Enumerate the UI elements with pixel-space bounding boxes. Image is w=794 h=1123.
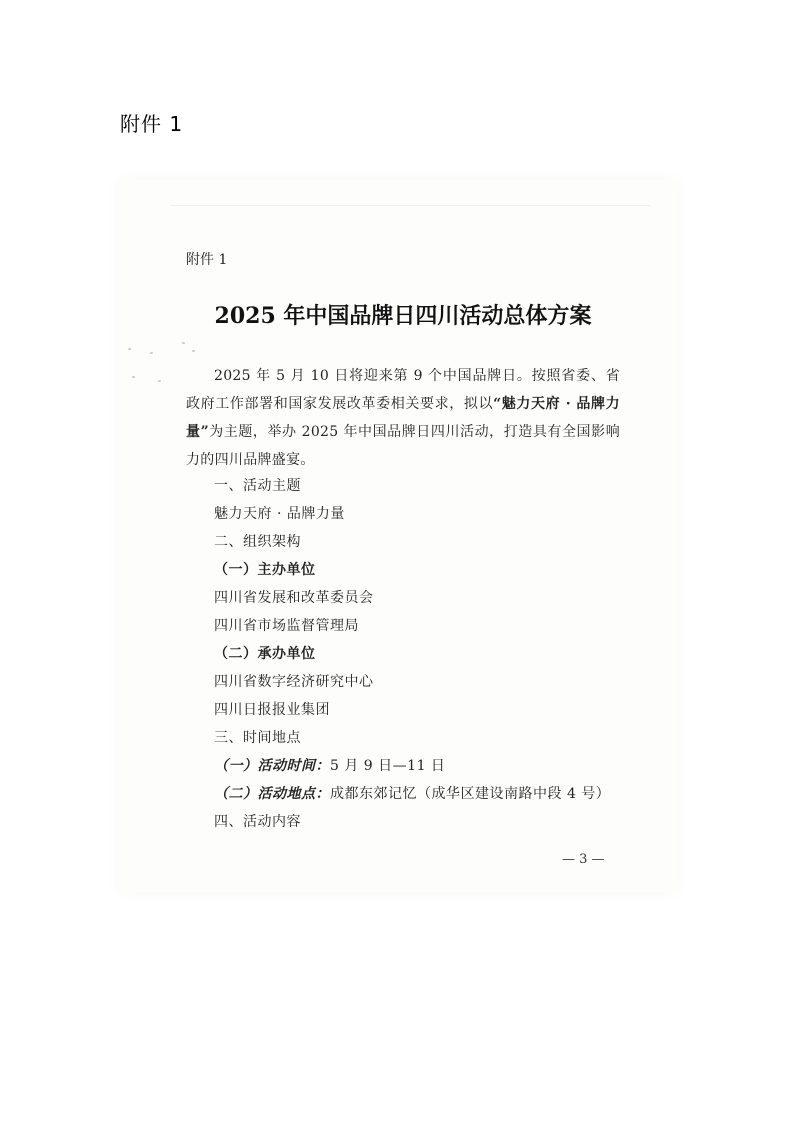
event-place-value: 成都东郊记忆（成华区建设南路中段 4 号） xyxy=(330,786,611,802)
scan-edge-line xyxy=(170,205,650,206)
inner-attachment-label: 附件 1 xyxy=(186,252,228,268)
section-heading-content: 四、活动内容 xyxy=(214,814,301,830)
theme-text: 魅力天府 · 品牌力量 xyxy=(214,506,345,522)
intro-text-2: 为主题，举办 2025 年中国品牌日四川活动，打造具有全国影响力的四川品牌盛宴。 xyxy=(186,424,620,468)
scan-noise xyxy=(150,352,153,354)
subheading-organizer: （二）承办单位 xyxy=(214,646,316,662)
scan-noise xyxy=(192,350,195,352)
event-time-row xyxy=(214,755,445,775)
section-heading-theme: 一、活动主题 xyxy=(214,478,301,494)
event-place-row xyxy=(214,783,610,803)
scan-noise xyxy=(128,348,131,350)
document-title: 2025 年中国品牌日四川活动总体方案 xyxy=(214,303,592,329)
organizer-unit-1: 四川省数字经济研究中心 xyxy=(214,674,374,690)
attachment-label: 附件 1 xyxy=(120,112,184,136)
organizer-unit-2: 四川日报报业集团 xyxy=(214,702,330,718)
event-time-value: 5 月 9 日—11 日 xyxy=(330,758,446,774)
page-number: — 3 — xyxy=(562,852,605,867)
intro-paragraph xyxy=(186,362,620,474)
section-heading-time-place: 三、时间地点 xyxy=(214,730,301,746)
scan-noise xyxy=(182,342,185,344)
event-time-label: （一）活动时间： xyxy=(214,758,330,774)
scan-noise xyxy=(158,380,161,382)
intro-text-1: 2025 年 5 月 10 日将迎来第 9 个中国品牌日。按照省委、省政府工作部署和国家发展改革委相关要求，拟以 xyxy=(186,368,620,412)
subheading-host: （一）主办单位 xyxy=(214,562,316,578)
intro-theme-highlight: “魅力天府 · 品牌力量” xyxy=(186,396,620,440)
host-unit-2: 四川省市场监督管理局 xyxy=(214,618,359,634)
section-heading-organization: 二、组织架构 xyxy=(214,534,301,550)
event-place-label: （二）活动地点： xyxy=(214,786,330,802)
scan-noise xyxy=(132,376,135,378)
host-unit-1: 四川省发展和改革委员会 xyxy=(214,590,374,606)
